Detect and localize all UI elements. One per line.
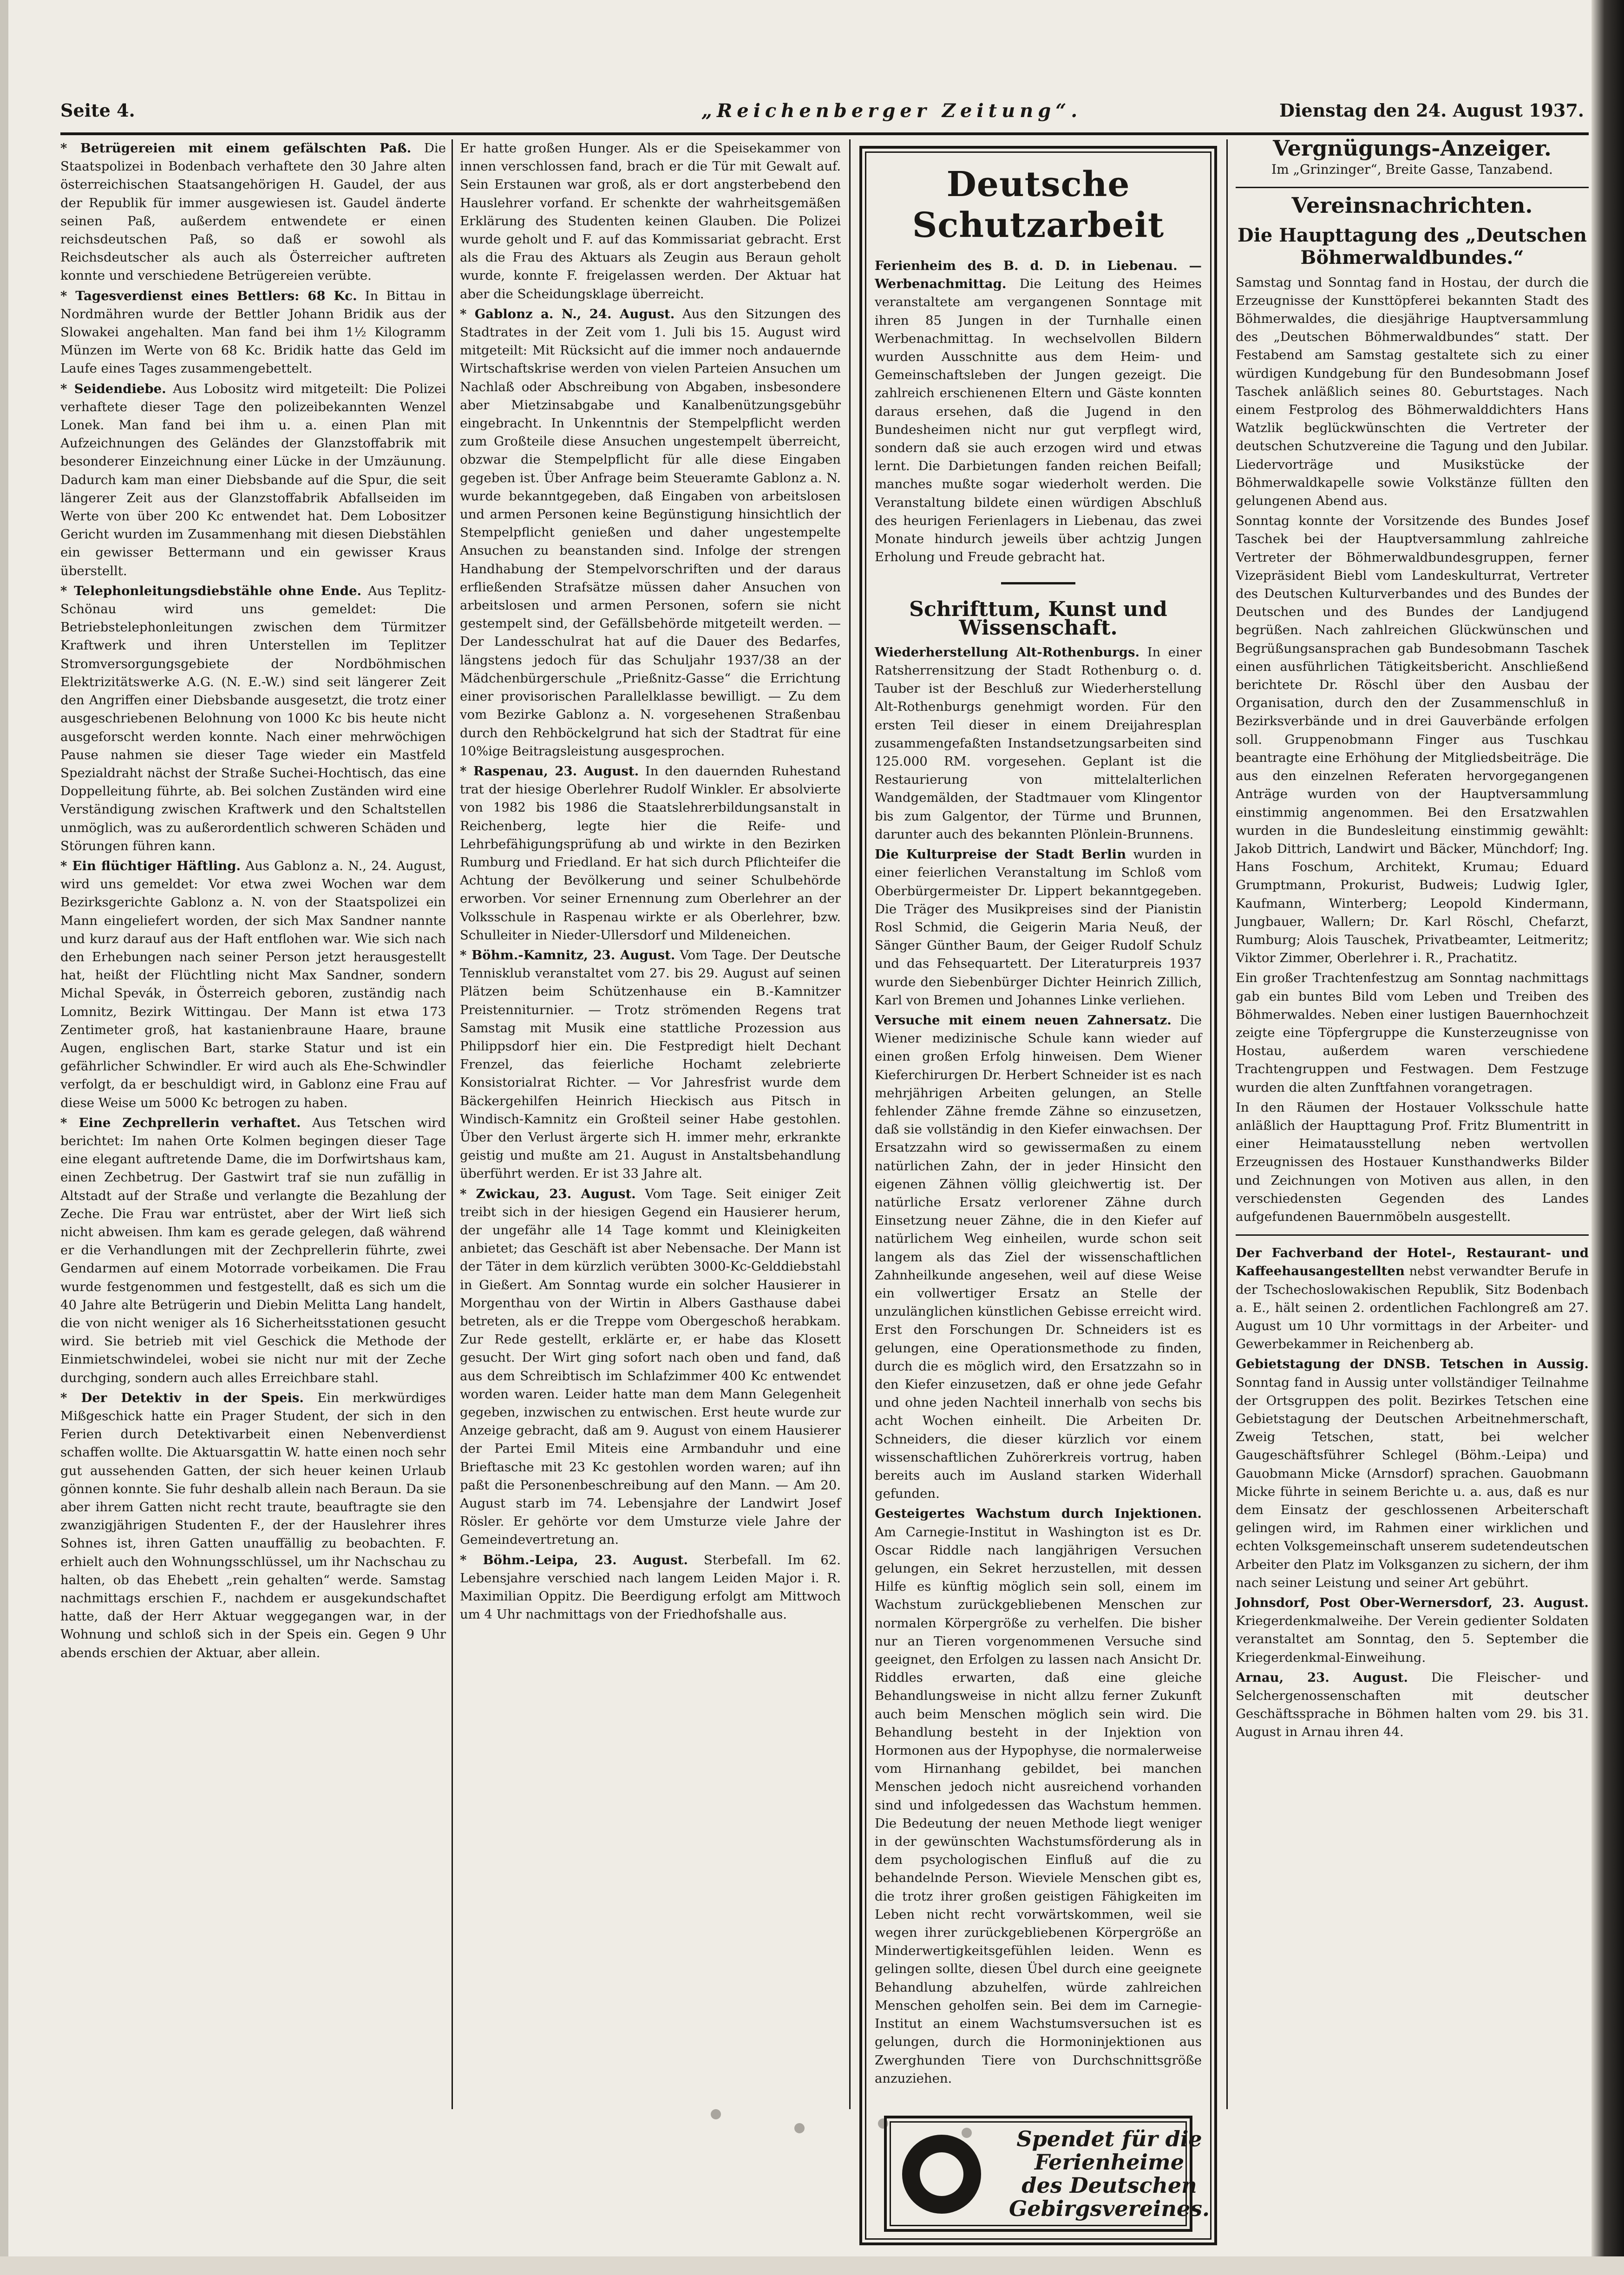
item-text: Die Leitung des Heimes veranstaltete am vergangenen Sonntage mit ihren 85 Jungen in der Turnhalle einen Werbenachmittag. In wechselvollen Bildern wurden Ausschnitte aus dem Heim- und Gemeinschaftsleben der Jungen gezeigt. Die zahlreich erschienenen Eltern und Gäste konnten daraus ersehen, daß die Jugend in den Bundesheimen nicht nur gut verpflegt wird, sondern daß sie auch erzogen wird und etwas lernt. Die Darbietungen fanden reichen Beifall; manches mußte sogar wiederholt werden. Die Veranstaltung bildete einen würdigen Abschluß des heurigen Ferienlagers in Liebenau, das zwei Monate hindurch jeweils über achtzig Jungen Erholung und Freude gebracht hat. <box>875 276 1202 565</box>
news-item <box>1236 1244 1589 1353</box>
news-item <box>460 762 841 944</box>
item-text: Aus Lobositz wird mitgeteilt: Die Polizei verhaftete dieser Tage den polizeibekannten Wenzel Lonek. Man fand bei ihm u. a. einen Plan mit Aufzeichnungen des Geländes der Glanzstoffabrik mit besonderer Einzeichnung einer Lücke in der Umzäunung. Dadurch kam man einer Diebsbande auf die Spur, die seit längerer Zeit aus der Glanzstoffabrik Abfallseiden im Werte von über 200 Kc entwendet hat. Dem Lobositzer Gericht wurden im Zusammenhang mit diesen Diebstählen ein gewisser Bettermann und ein gewisser Kraus überstellt. <box>60 381 446 578</box>
item-lead: Ferienheim des B. d. D. in Liebenau. — Werbenachmittag. <box>875 258 1202 292</box>
donation-ad <box>884 2116 1210 2232</box>
news-item <box>460 1185 841 1549</box>
news-item <box>875 1011 1202 1503</box>
news-item <box>875 643 1202 844</box>
section-divider <box>1236 187 1589 188</box>
page-number: Seite 4. <box>60 100 135 121</box>
item-text: Kriegerdenkmalweihe. Der Verein gedienter Soldaten veranstaltet am Sonntag, den 5. September die Kriegerdenkmal-Einweihung. <box>1236 1613 1589 1665</box>
news-item <box>460 305 841 761</box>
amusement-title: Vergnügungs-Anzeiger. <box>1273 136 1552 161</box>
item-lead: * Zwickau, 23. August. <box>460 1186 636 1201</box>
item-text: nebst verwandter Berufe in der Tschechoslowakischen Republik, Sitz Bodenbach a. E., hält seinen 2. ordentlichen Fachlongreß am 27. August um 10 Uhr vormittags in der Arbeiter- und Gewerbekammer in Reichenberg ab. <box>1236 1264 1589 1352</box>
item-text: Aus Gablonz a. N., 24. August, wird uns gemeldet: Vor etwa zwei Wochen war dem Bezirksgerichte Gablonz a. N. von der Staatspolizei ein Mann eingeliefert worden, der sich Max Sandner nannte und kurz darauf aus der Haft entflohen war. Wie sich nach den Erhebungen nach seiner Person jetzt herausgestellt hat, heißt der Flüchtling nicht Max Sandner, sondern Michal Spevák, in Österreich geboren, zuständig nach Lomnitz, Bezirk Wittingau. Der Mann ist etwa 173 Zentimeter groß, hat kastanienbraune Haare, braune Augen, englischen Bart, starke Statur und ist ein gefährlicher Schwindler. Er wird auch als Ehe-Schwindler verfolgt, da er beschuldigt wird, in Gablonz eine Frau auf diese Weise um 5000 Kc betrogen zu haben. <box>60 858 446 1110</box>
article-title: Die Haupttagung des „Deutschen Böhmerwaldbundes.“ <box>1238 224 1587 269</box>
schutzarbeit-box-inner <box>865 151 1211 2240</box>
item-text: In den dauernden Ruhestand trat der hiesige Oberlehrer Rudolf Winkler. Er absolvierte von 1982 bis 1986 die Staatslehrerbildungsanstalt in Reichenberg, legte hier die Reife- und Lehrbefähigungsprüfung ab und wirkte in den Bezirken Rumburg und Friedland. Er hat sich durch Pflichteifer die Achtung der Bevölkerung und seiner Schulbehörde erworben. Vor seiner Ernennung zum Oberlehrer an der Volksschule in Raspenau wirkte er als Oberlehrer, bzw. Schulleiter in Nieder-Ullersdorf und Mildeneichen. <box>460 763 841 943</box>
masthead <box>60 100 1584 132</box>
item-lead: * Betrügereien mit einem gefälschten Paß. <box>60 141 412 156</box>
item-lead: * Gablonz a. N., 24. August. <box>460 306 675 321</box>
news-item <box>60 1389 446 1662</box>
item-text: In den Räumen der Hostauer Volksschule hatte anläßlich der Haupttagung Prof. Fritz Blumentritt in einer Heimatausstellung neben wertvollen Erzeugnissen des Hostauer Kunsthandwerks Bilder und Zeichnungen von Motiven aus allen, in den verschiedensten Gegenden des Landes aufgefundenen Bauernmöbeln ausgestellt. <box>1236 1100 1589 1224</box>
item-text: Er hatte großen Hunger. Als er die Speisekammer von innen verschlossen fand, brach er die Tür mit Gewalt auf. Sein Erstaunen war groß, als er dort angsterbebend den Hauslehrer vorfand. Er schenkte der wahrheitsgemäßen Erklärung des Studenten keinen Glauben. Die Polizei wurde geholt und F. auf das Kommissariat gebracht. Erst als die Frau des Aktuars als Zeugin aus Beraun geholt wurde, konnte F. freigelassen werden. Der Aktuar hat aber die Scheidungsklage überreicht. <box>460 141 841 302</box>
column-2 <box>460 139 841 1626</box>
section-title: Schrifttum, Kunst und Wissenschaft. <box>909 597 1167 640</box>
news-item <box>1236 1355 1589 1592</box>
item-lead: * Der Detektiv in der Speis. <box>60 1390 304 1405</box>
item-text: Sterbefall. Im 62. Lebensjahre verschied nach langem Leiden Major i. R. Maximilian Oppitz. Die Beerdigung erfolgt am Mittwoch um 4 Uhr nachmittags von der Friedhofshalle aus. <box>460 1552 841 1622</box>
ad-line: Gebirgsvereines. <box>1008 2196 1210 2221</box>
column-rule <box>849 139 851 2109</box>
item-text: Samstag und Sonntag fand in Hostau, der durch die Erzeugnisse der Kunsttöpferei bekannten Stadt des Böhmerwaldes, die diesjährige Hauptversammlung des „Deutschen Böhmerwaldbundes“ statt. Der Festabend am Samstag gestaltete sich zu einer würdigen Kundgebung für den Bundesobmann Josef Taschek anläßlich seines 80. Geburtstages. Nach einem Festprolog des Böhmerwalddichters Hans Watzlik beglückwünschten die Vertreter der deutschen Schutzvereine die Tagung und den Jubilar. Liedervorträge und Musikstücke der Böhmerwaldkapelle sowie Volkstänze füllten den gelungenen Abend aus. <box>1236 275 1589 509</box>
binding-hole <box>794 2123 805 2133</box>
schutzarbeit-box <box>859 146 1217 2245</box>
paper-name: „Reichenberger Zeitung“. <box>701 100 1082 122</box>
ad-line: des Deutschen <box>1022 2172 1197 2198</box>
news-item <box>60 582 446 855</box>
item-lead: * Böhm.-Kamnitz, 23. August. <box>460 947 675 963</box>
news-item <box>1236 1594 1589 1667</box>
item-text: Am Carnegie-Institut in Washington ist es Dr. Oscar Riddle nach langjährigen Versuchen gelungen, ein Sekret herzustellen, mit dessen Hilfe es künftig möglich sein soll, einem im Wachstum zurückgebliebenen Menschen zur normalen Körpergröße zu verhelfen. Die bisher nur an Tieren vorgenommenen Versuche sind geeignet, den Erfolgen zu lassen nach Ansicht Dr. Riddles erwarten, daß eine gleiche Behandlungsweise in nicht allzu ferner Zukunft auch beim Menschen möglich sein wird. Die Behandlung besteht in der Injektion von Hormonen aus der Hypophyse, die normalerweise vom Hirnanhang gebildet, bei manchen Menschen jedoch nicht ausreichend vorhanden sind und infolgedessen das Wachstum hemmen. Die Bedeutung der neuen Methode liegt weniger in der gewünschten Wachstumsförderung als in dem psychologischen Einfluß auf die zu behandelnde Person. Wieviele Menschen gibt es, die trotz ihrer großen geistigen Fähigkeiten im Leben nicht recht vorwärtskommen, weil sie wegen ihrer zurückgebliebenen Körpergröße an Minderwertigkeitsgefühlen leiden. Wenn es gelingen sollte, diesen Übel durch eine geeignete Behandlung abzuhelfen, würde zahlreichen Menschen geholfen sein. Bei dem im Carnegie-Institut an einem Wachstumsversuchen ist es gelungen, durch die Hormoninjektionen aus Zwerghunden Tiere von Durchschnittsgröße anzuziehen. <box>875 1524 1202 2086</box>
item-lead: * Böhm.-Leipa, 23. August. <box>460 1552 688 1567</box>
item-text: In einer Ratsherrensitzung der Stadt Rothenburg o. d. Tauber ist der Beschluß zur Wiederherstellung Alt-Rothenburgs genehmigt worden. Für den ersten Teil dieser in einem Dreijahresplan zusammengefaßten Instandsetzungsarbeiten sind 125.000 RM. vorgesehen. Geplant ist die Restaurierung von mittelalterlichen Wandgemälden, der Stadtmauer vom Klingentor bis zum Galgentor, der Türme und Brunnen, darunter auch des bekannten Plönlein-Brunnens. <box>875 644 1202 842</box>
item-text: Sonntag konnte der Vorsitzende des Bundes Josef Taschek bei der Hauptversammlung zahlreiche Vertreter der Böhmerwaldbundesgruppen, ferner Vizepräsident Biebl vom Landeskulturrat, Vertreter des Deutschen Kulturverbandes und des Bundes der Deutschen und des Bundes der Landjugend begrüßen. Nach zahlreichen Glückwünschen und Begrüßungsansprachen gab Bundesobmann Taschek einen ausführlichen Tätigkeitsbericht. Anschließend berichtete Dr. Röschl über den Ausbau der Organisation, durch den der Zusammenschluß in Bezirksverbände und in drei Gauverbände erfolgen soll. Gruppenobmann Finger aus Tuschkau beantragte eine Erhöhung der Mitgliedsbeiträge. Die aus den einzelnen Referaten hervorgegangenen Anträge wurden von der Hauptversammlung einstimmig angenommen. Bei den Ersatzwahlen wurden in die Bundesleitung einstimmig gewählt: Jakob Dittrich, Landwirt und Bäcker, Münchdorf; Ing. Hans Foschum, Architekt, Krumau; Eduard Grumptmann, Prokurist, Budweis; Ludwig Igler, Kaufmann, Winterberg; Leopold Kindermann, Jungbauer, Wallern; Dr. Karl Röschl, Chefarzt, Rumburg; Alois Tauschek, Privatbeamter, Leitmeritz; Viktor Zimmer, Oberlehrer i. R., Prachatitz. <box>1236 513 1589 966</box>
item-text: Vom Tage. Seit einiger Zeit treibt sich in der hiesigen Gegend ein Hausierer herum, der ungefähr alle 14 Tage kommt und Kleinigkeiten anbietet; das Geschäft ist aber Nebensache. Der Mann ist der Täter in dem kürzlich verübten 3000-Kc-Gelddiebstahl in Gießert. Am Sonntag wurde ein solcher Hausierer in Morgenthau von der Wirtin in Albers Gasthause dabei betreten, als er die Treppe vom Obergeschoß herabkam. Zur Rede gestellt, erklärte er, er habe das Klosett gesucht. Der Wirt ging sofort nach oben und fand, daß aus dem Schreibtisch im Schlafzimmer 400 Kc entwendet worden waren. Leider hatte man dem Mann Gelegenheit gegeben, inzwischen zu entwischen. Erst heute wurde zur Anzeige gebracht, daß am 9. August von einem Hausierer der Partei Emil Miteis eine Armbanduhr und eine Brieftasche mit 23 Kc gestohlen worden waren; auf ihn paßt die Personenbeschreibung auf den Mann. — Am 20. August starb im 74. Lebensjahre der Landwirt Josef Rösler. Er gehörte vor dem Umsturze viele Jahre der Gemeindevertretung an. <box>460 1186 841 1547</box>
masthead-rule <box>60 132 1589 135</box>
news-item <box>1236 1669 1589 1742</box>
binding-hole <box>711 2109 721 2119</box>
amusement-sub: Im „Grinzinger“, Breite Gasse, Tanzabend. <box>1271 162 1553 177</box>
item-text: Sonntag fand in Aussig unter vollständiger Teilnahme der Ortsgruppen des polit. Bezirkes Tetschen eine Gebietstagung der Deutschen Arbeitnehmerschaft, Zweig Tetschen, statt, bei welcher Gaugeschäftsführer Schlegel (Böhm.-Leipa) und Gauobmann Micke (Arnsdorf) sprachen. Gauobmann Micke führte in seinem Berichte u. a. aus, daß es nur dem Einsatz der geschlossenen Arbeiterschaft gelingen wird, im Rahmen einer wirklichen und echten Volksgemeinschaft unserem sudetendeutschen Arbeiter den Platz im Volksganzen zu sichern, der ihm nach seiner Leistung und seiner Art gebührt. <box>1236 1375 1589 1590</box>
item-lead: Der Fachverband der Hotel-, Restaurant- und Kaffeehausangestellten <box>1236 1246 1589 1279</box>
item-text: Aus Tetschen wird berichtet: Im nahen Orte Kolmen begingen dieser Tage eine elegant auftretende Dame, die im Dorfwirtshaus kam, einen Zechbetrug. Der Gastwirt traf sie nun zufällig in Altstadt auf der Straße und verlangte die Bezahlung der Zeche. Die Frau war entrüstet, aber der Wirt ließ sich nicht abweisen. Ihm kam es gerade gelegen, daß während er die Verhandlungen mit der Zechprellerin führte, zwei Gendarmen auf einem Motorrade vorbeikamen. Die Frau wurde festgenommen und festgestellt, daß es sich um die 40 Jahre alte Betrügerin und Diebin Melitta Lang handelt, die von nicht weniger als 16 Sicherheitsstationen gesucht wird. Sie betrieb mit viel Geschick die Methode der Einmietschwindelei, wobei sie nicht nur mit der Zeche durchging, sondern auch alles Erreichbare stahl. <box>60 1115 446 1385</box>
news-item <box>60 857 446 1112</box>
item-lead: * Ein flüchtiger Häftling. <box>60 858 241 873</box>
section-divider <box>1001 582 1075 584</box>
scan-edge-bottom <box>0 2256 1624 2275</box>
donation-ad-inner <box>890 2121 1210 2226</box>
item-lead: * Tagesverdienst eines Bettlers: 68 Kc. <box>60 288 357 303</box>
column-rule <box>452 139 453 2109</box>
item-lead: * Raspenau, 23. August. <box>460 763 639 779</box>
scan-edge-right <box>1591 0 1624 2275</box>
column-1 <box>60 139 446 1664</box>
edelweiss-emblem-icon <box>902 2135 981 2214</box>
news-item <box>60 287 446 378</box>
ad-line: Ferienheime <box>1035 2149 1184 2175</box>
item-lead: * Eine Zechprellerin verhaftet. <box>60 1115 301 1130</box>
ad-text <box>998 2127 1221 2220</box>
news-item <box>460 946 841 1183</box>
news-item <box>60 139 446 285</box>
item-text: Aus Teplitz-Schönau wird uns gemeldet: Die Betriebstelephonleitungen zwischen dem Türmitzer Kraftwerk und ihren Unterstellen im Teplitzer Stromversorgungsgebiete der Nordböhmischen Elektrizitätswerke A.G. (N. E.-W.) sind seit längerer Zeit den Angriffen einer Diebsbande ausgesetzt, die trotz einer ausgeschriebenen Belohnung von 1000 Kc bis heute nicht ausgeforscht werden konnte. Nach einer mehrwöchigen Pause nahmen sie dieser Tage wieder ein Mastfeld Spezialdraht nächst der Straße Suchei-Hochtisch, das eine Doppelleitung führte, ab. Bei solchen Zuständen wird eine Verständigung zwischen Kraftwerk und den Schaltstellen unmöglich, was zu außerordentlich schweren Schäden und Störungen führen kann. <box>60 583 446 853</box>
item-text: Ein großer Trachtenfestzug am Sonntag nachmittags gab ein buntes Bild vom Leben und Treiben des Böhmerwaldes. Neben einer lustigen Bauernhochzeit zeigte eine Töpfergruppe die Kunsterzeugnisse von Hostau, außerdem waren verschiedene Trachtengruppen und Festwagen. Dem Festzuge wurden die alten Zunftfahnen vorangetragen. <box>1236 970 1589 1095</box>
item-lead: * Seidendiebe. <box>60 381 166 396</box>
item-lead: Wiederherstellung Alt-Rothenburgs. <box>875 644 1140 660</box>
ad-line: Spendet für die <box>1016 2126 1202 2151</box>
news-item <box>875 846 1202 1010</box>
box-title: Deutsche Schutzarbeit <box>912 164 1165 245</box>
news-item <box>460 139 841 303</box>
item-lead: Die Kulturpreise der Stadt Berlin <box>875 847 1126 862</box>
news-item <box>1236 512 1589 967</box>
item-text: Vom Tage. Der Deutsche Tennisklub veranstaltet vom 27. bis 29. August auf seinen Plätzen beim Schützenhause ein B.-Kamnitzer Preistenniturnier. — Trotz strömenden Regens trat Samstag mit Musik eine stattliche Prozession aus Philippsdorf hier ein. Die Festpredigt hielt Dechant Frenzel, das feierliche Hochamt zelebrierte Konsistorialrat Richter. — Vor Jahresfrist wurde dem Bäckergehilfen Heinrich Hieckisch aus Pitsch in Windisch-Kamnitz ein Großteil seiner Habe gestohlen. Über den Verlust ärgerte sich H. immer mehr, erkrankte geistig und mußte am 21. August in Anstaltsbehandlung überführt werden. Er ist 33 Jahre alt. <box>460 947 841 1181</box>
item-text: Die Fleischer- und Selchergenossenschaften mit deutscher Geschäftssprache in Böhmen halten vom 29. bis 31. August in Arnau ihren 44. <box>1236 1670 1589 1740</box>
news-item <box>460 1551 841 1624</box>
column-4 <box>1236 136 1589 1744</box>
news-item <box>1236 969 1589 1096</box>
item-lead: Versuche mit einem neuen Zahnersatz. <box>875 1012 1172 1028</box>
news-item <box>1236 1099 1589 1226</box>
item-text: Die Wiener medizinische Schule kann wieder auf einen großen Erfolg hinweisen. Dem Wiener Kieferchirurgen Dr. Herbert Schneider ist es nach mehrjährigen Arbeiten gelungen, an Stelle fehlender Zähne fremde Zähne so einzusetzen, daß sie vollständig in den Kiefer einwachsen. Der Ersatzzahn wird so gewissermaßen zu einem natürlichen Zahn, der in jeder Hinsicht den eigenen Zähnen völlig gleichwertig ist. Der natürliche Ersatz verlorener Zähne durch Einsetzung neuer Zähne, die in den Kiefer auf natürlichem Weg einheilen, wurde schon seit langem als das Ziel der wissenschaftlichen Zahnheilkunde angesehen, weil auf diese Weise ein vollwertiger Ersatz an Stelle der unzulänglichen künstlichen Gebisse erreicht wird. Erst den Forschungen Dr. Schneiders ist es gelungen, eine Operationsmethode zu finden, durch die es möglich wird, den Ersatzzahn so in den Kiefer einzusetzen, daß er ohne jede Gefahr und ohne jeden Nachteil innerhalb von sechs bis acht Wochen einheilt. Die Arbeiten Dr. Schneiders, die dieser kürzlich vor einem wissenschaftlichen Zuhörerkreis vortrug, haben bereits auch im Ausland starken Widerhall gefunden. <box>875 1012 1202 1501</box>
section-title: Vereinsnachrichten. <box>1291 193 1533 218</box>
column-3 <box>859 139 1217 2245</box>
item-lead: Arnau, 23. August. <box>1236 1670 1408 1685</box>
item-text: Aus den Sitzungen des Stadtrates in der Zeit vom 1. Juli bis 15. August wird mitgeteilt: Mit Rücksicht auf die immer noch andauernde Wirtschaftskrise werden von vielen Parteien Ansuchen um Nachlaß oder Abschreibung von Abgaben, insbesondere aber Mietzinsabgabe und Kanalbenützungsgebühr eingebracht. In Unkenntnis der Stempelpflicht werden zum Großteile diese Ansuchen ungestempelt überreicht, obzwar die Stempelpflicht für alle diese Eingaben gegeben ist. Über Anfrage beim Steueramte Gablonz a. N. wurde bekanntgegeben, daß Eingaben von arbeitslosen und armen Personen keine Begünstigung hinsichtlich der Stempelpflicht genießen und daher ungestempelte Ansuchen zu beanstanden sind. Infolge der strengen Handhabung der Stempelvorschriften und der daraus erfließenden Strafsätze müssen daher Ansuchen von arbeitslosen und armen Personen, sofern sie nicht gestempelt sind, der Gefällsbehörde mitgeteilt werden. — Der Landesschulrat hat auf die Dauer des Bedarfes, längstens jedoch für das Schuljahr 1937/38 an der Mädchenbürgerschule „Prießnitz-Gasse“ die Errichtung einer provisorischen Parallelklasse bewilligt. — Zu dem vom Bezirke Gablonz a. N. vorgesehenen Straßenbau durch den Rehböckelgrund hat sich der Stadtrat für eine 10%ige Beitragsleistung ausgesprochen. <box>460 306 841 759</box>
issue-date: Dienstag den 24. August 1937. <box>1279 100 1584 121</box>
item-lead: Johnsdorf, Post Ober-Wernersdorf, 23. August. <box>1236 1595 1589 1611</box>
news-item <box>875 257 1202 566</box>
news-item <box>1236 274 1589 511</box>
column-rule <box>1226 139 1228 2109</box>
item-lead: Gesteigertes Wachstum durch Injektionen. <box>875 1506 1202 1521</box>
item-lead: * Telephonleitungsdiebstähle ohne Ende. <box>60 583 362 598</box>
item-text: Ein merkwürdiges Mißgeschick hatte ein Prager Student, der sich in den Ferien durch Detektivarbeit einen Nebenverdienst schaffen wollte. Die Aktuarsgattin W. hatte einen noch sehr gut aussehenden Gatten, der sich heuer keinen Urlaub gönnen konnte. Sie fuhr deshalb allein nach Beraun. Da sie aber ihrem Gatten nicht recht traute, beauftragte sie den zwanzigjährigen Studenten F., der der Hauslehrer ihres Sohnes ist, ihren Gatten unauffällig zu beobachten. F. erhielt auch den Wohnungsschlüssel, um ihr Nachschau zu halten, ob das Ehebett „rein gehalten“ werde. Samstag nachmittags erschien F., nachdem er ausgekundschaftet hatte, daß der Herr Aktuar weggegangen war, in der Wohnung und schloß sich in der Speis ein. Gegen 9 Uhr abends erschien der Aktuar, aber allein. <box>60 1390 446 1660</box>
news-item <box>875 1505 1202 2088</box>
news-item <box>60 380 446 580</box>
scan-edge-left <box>0 0 8 2275</box>
item-lead: Gebietstagung der DNSB. Tetschen in Aussig. <box>1236 1357 1589 1372</box>
item-text: Die Staatspolizei in Bodenbach verhaftete den 30 Jahre alten österreichischen Staatsangehörigen H. Gaudel, der aus der Republik für immer ausgewiesen ist. Gaudel änderte seinen Paß, außerdem entwendete er einen reichsdeutschen Paß, so daß er sowohl als Reichsdeutscher als auch als Österreicher auftreten konnte und verschiedene Betrügereien verübte. <box>60 141 446 283</box>
news-item <box>60 1114 446 1387</box>
section-divider <box>1236 1234 1589 1236</box>
item-text: In Bittau in Nordmähren wurde der Bettler Johann Bridik aus der Slowakei angehalten. Man fand bei ihm 1½ Kilogramm Münzen im Werte von 68 Kc. Bridik hatte das Geld im Laufe eines Tages zusammengebettelt. <box>60 288 446 376</box>
item-text: wurden in einer feierlichen Veranstaltung im Schloß vom Oberbürgermeister Dr. Lippert bekanntgegeben. Die Träger des Musikpreises sind der Pianistin Rosl Schmid, die Geigerin Maria Neuß, der Sänger Günther Baum, der Geiger Rudolf Schulz und das Fehsequartett. Der Literaturpreis 1937 wurde den Siebenbürger Dichter Heinrich Zillich, Karl von Bremen und Johannes Linke verliehen. <box>875 847 1202 1008</box>
